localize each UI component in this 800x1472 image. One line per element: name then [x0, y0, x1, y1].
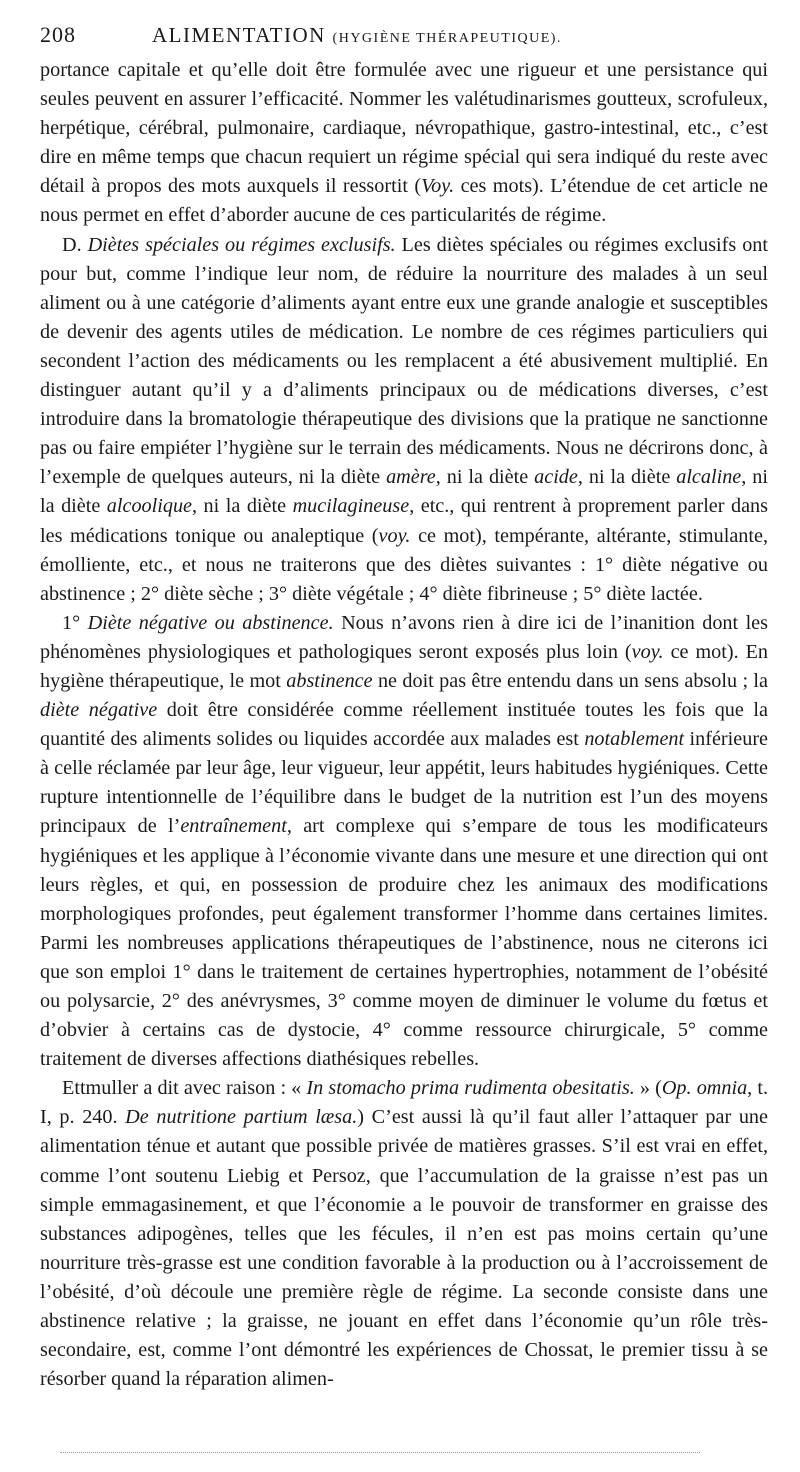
text-run: , ni la diète [192, 495, 293, 518]
paragraph [40, 231, 768, 609]
page-number: 208 [40, 22, 76, 47]
text-run: Ettmuller a dit avec raison : « [62, 1077, 307, 1100]
running-head [152, 23, 768, 48]
italic-text: acide [534, 466, 578, 489]
text-run: doit être considérée comme réellement instituée toutes les fois que la quantité des aliments solides ou liquides accordée aux malades est [40, 699, 768, 751]
text-run: , ni la diète [40, 466, 768, 518]
italic-text: abstinence [286, 669, 373, 692]
footer-rule [60, 1452, 700, 1453]
text-run: ) C’est aussi là qu’il faut aller l’attaquer par une alimentation ténue et autant que possible privée de matières grasses. S’il est vrai en effet, comme l’ont soutenu Liebig et Persoz, que l’accumulation de la graisse n’est pas un simple emmagasinement, et que l’économie a le pouvoir de transformer en graisse des substances adipogènes, telles que les fécules, il n’en est pas moins certain qu’une nourriture très-grasse est une condition favorable à la production ou à l’accroissement de l’obésité, d’où découle une première règle de régime. La seconde consiste dans une abstinence relative ; la graisse, ne jouant en effet dans l’économie qu’un rôle très-secondaire, est, comme l’ont démontré les expériences de Chossat, le premier tissu à se résorber quand la réparation alimen- [40, 1106, 768, 1391]
text-run: , etc., qui rentrent à proprement parler dans les médications tonique ou analeptique ( [40, 495, 768, 547]
italic-text: amère [386, 466, 436, 489]
italic-text: Diètes spéciales ou régimes exclusifs. [87, 233, 396, 256]
text-run: inférieure à celle réclamée par leur âge, leur vigueur, leur appétit, leurs habitudes hygiéniques. Cette rupture intentionnelle de l’équilibre dans le budget de la nutrition est l’un des moyens principaux de l’ [40, 728, 768, 838]
text-run: ces mots). L’étendue de cet article ne nous permet en effet d’aborder aucune de ces particularités de régime. [40, 175, 768, 227]
paragraph [40, 1074, 768, 1394]
italic-text: Op. omnia [661, 1077, 748, 1100]
text-run: » ( [634, 1077, 662, 1100]
paragraph [40, 56, 768, 231]
text-run: , t. I, p. 240. [40, 1077, 768, 1129]
italic-text: Voy. [421, 175, 455, 198]
italic-text: notablement [584, 728, 685, 751]
italic-text: De nutritione partium læsa. [125, 1106, 358, 1129]
text-run: , ni la diète [435, 466, 535, 489]
text-run: Les diètes spéciales ou régimes exclusifs ont pour but, comme l’indique leur nom, de réduire la nourriture des malades à un seul aliment ou à une catégorie d’aliments ayant entre eux une grande analogie et susceptibles de devenir des agents utiles de médication. Le nombre de ces régimes particuliers qui secondent l’action des médicaments ou les remplacent a été abusivement multiplié. En distinguer autant qu’il y a d’aliments principaux ou de médications diverses, c’est introduire dans la bromatologie thérapeutique des divisions que la pratique ne sanctionne pas ou faire empiéter l’hygiène sur le terrain des médicaments. Nous ne décrirons donc, à l’exemple de quelques auteurs, ni la diète [40, 233, 768, 489]
italic-text: mucilagineuse [292, 495, 410, 518]
running-header [40, 22, 768, 56]
text-run: portance capitale et qu’elle doit être formulée avec une rigueur et une persistance qui seules peuvent en assurer l’efficacité. Nommer les valétudinarismes goutteux, scrofuleux, herpétique, cérébral, pulmonaire, cardiaque, névropathique, gastro-intestinal, etc., c’est dire en même temps que chacun requiert un régime spécial qui sera indiqué du reste avec détail à propos des mots auxquels il ressortit ( [40, 59, 768, 198]
italic-text: voy. [631, 640, 664, 663]
italic-text: diète négative [40, 699, 158, 722]
text-run: D. [62, 233, 88, 256]
text-run: , art complexe qui s’empare de tous les modificateurs hygiéniques et les applique à l’économie vivante dans une mesure et une direction qui ont leurs règles, et qui, en possession de produire chez les animaux des modifications morphologiques profondes, peut également transformer l’homme dans certaines limites. Parmi les nombreuses applications thérapeutiques de l’abstinence, nous ne citerons ici que son emploi 1° dans le traitement de certaines hypertrophies, notamment de l’obésité ou polysarcie, 2° des anévrysmes, 3° comme moyen de diminuer le volume du fœtus et d’obvier à certains cas de dystocie, 4° comme ressource chirurgicale, 5° comme traitement de diverses affections diathésiques rebelles. [40, 815, 768, 1071]
paragraph [40, 609, 768, 1075]
text-run: , ni la diète [577, 466, 677, 489]
italic-text: entraînement [180, 815, 287, 838]
text-run: ce mot), tempérante, altérante, stimulante, émolliente, etc., et nous ne traiterons que des diètes suivantes : 1° diète négative ou abstinence ; 2° diète sèche ; 3° diète végétale ; 4° diète fibrineuse ; 5° diète lactée. [40, 524, 768, 605]
text-run: ne doit pas être entendu dans un sens absolu ; la [372, 669, 768, 692]
italic-text: alcaline [676, 466, 742, 489]
running-head-title: ALIMENTATION [152, 23, 326, 47]
italic-text: voy. [378, 524, 411, 547]
text-run: 1° [62, 611, 88, 634]
body-text [40, 56, 768, 1394]
page [40, 22, 768, 1394]
italic-text: alcoolique [106, 495, 193, 518]
italic-text: In stomacho prima rudimenta obesitatis. [306, 1077, 635, 1100]
text-run: Nous n’avons rien à dire ici de l’inanition dont les phénomènes physiologiques et pathologiques seront exposés plus loin ( [40, 611, 768, 663]
text-run: ce mot). En hygiène thérapeutique, le mot [40, 640, 768, 692]
running-head-subtitle: (HYGIÈNE THÉRAPEUTIQUE). [332, 31, 562, 46]
italic-text: Diète négative ou abstinence. [87, 611, 334, 634]
